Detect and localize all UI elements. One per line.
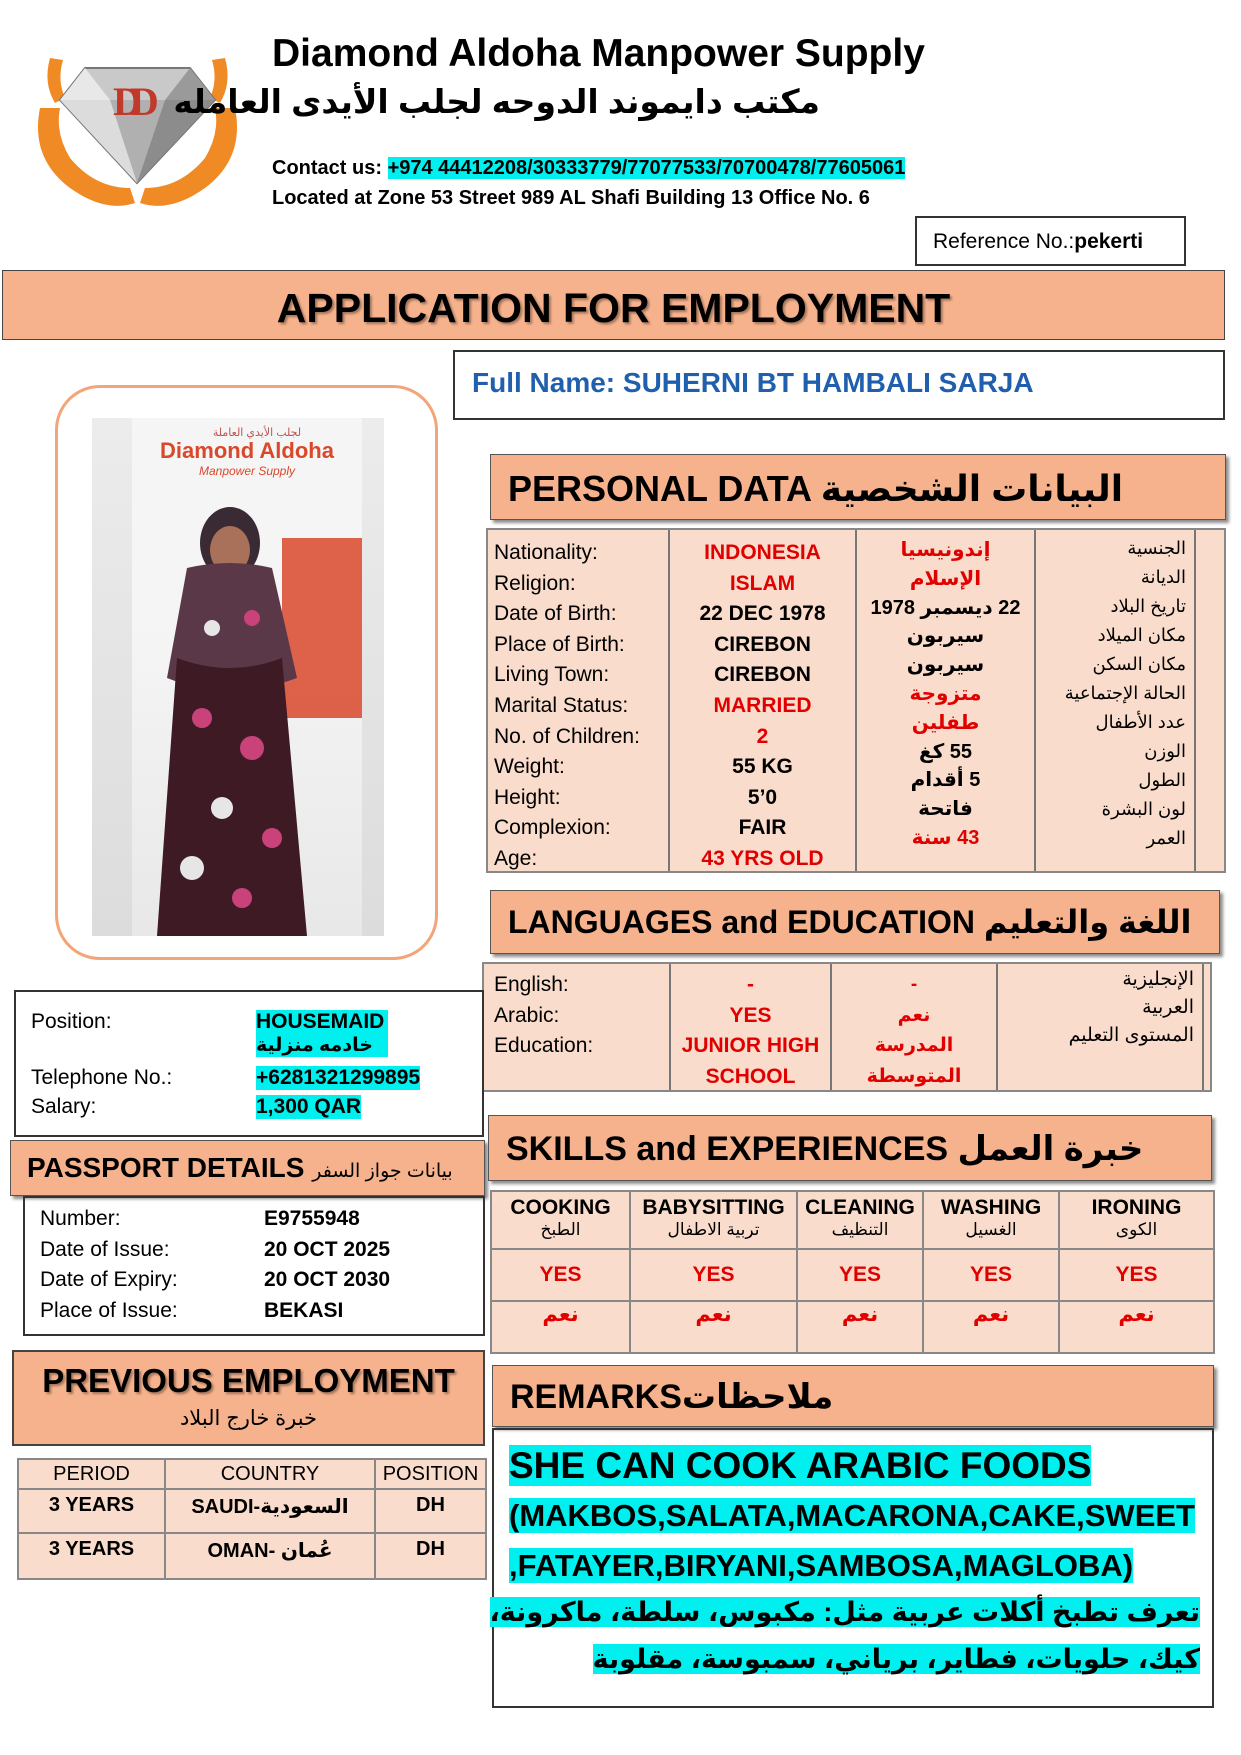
contact-numbers: +974 44412208/30333779/77077533/70700478/77605061 <box>387 157 906 179</box>
value-dob: 22 DEC 1978 <box>699 602 826 626</box>
table-row <box>18 1533 486 1579</box>
label-ar-english: الإنجليزية <box>1122 969 1194 990</box>
applicant-photo <box>92 418 384 936</box>
value-ar-english: - <box>910 974 918 995</box>
previous-table <box>17 1458 487 1580</box>
languages-labels-ar <box>998 966 1194 1050</box>
previous-country-1: SAUDI-السعودية <box>165 1489 375 1533</box>
value-nationality: INDONESIA <box>704 541 821 564</box>
passport-box <box>23 1196 485 1336</box>
reference-box <box>915 216 1186 266</box>
skill-cleaning-header <box>797 1191 923 1249</box>
label-marital: Marital Status: <box>494 693 629 717</box>
position-label: Position: <box>31 1010 112 1033</box>
label-children: No. of Children: <box>494 724 640 748</box>
reference-value: pekerti <box>1074 230 1144 253</box>
label-height: Height: <box>494 785 561 809</box>
label-nationality: Nationality: <box>494 541 598 564</box>
previous-position-1: DH <box>375 1489 486 1533</box>
remarks-header <box>492 1365 1214 1427</box>
skill-cooking-value: YES <box>491 1249 630 1301</box>
label-pob: Place of Birth: <box>494 632 625 656</box>
skills-value-row <box>491 1249 1214 1301</box>
remarks-line-5 <box>593 1644 1200 1675</box>
value-ar-religion: الإسلام <box>909 567 982 590</box>
company-logo <box>25 38 250 216</box>
languages-values <box>671 970 830 1092</box>
reference-label: Reference No.: <box>933 230 1075 253</box>
skill-ironing-header <box>1059 1191 1214 1249</box>
personal-header <box>490 454 1226 520</box>
passport-labels <box>40 1204 178 1326</box>
value-ar-marital: متزوجة <box>909 682 982 705</box>
value-ar-complexion: فاتحة <box>918 798 973 821</box>
personal-header-ar: البيانات الشخصية <box>820 468 1124 509</box>
value-passport-expiry: 20 OCT 2030 <box>264 1268 391 1291</box>
skills-header <box>488 1115 1212 1181</box>
remarks-box <box>489 1428 1214 1708</box>
label-dob: Date of Birth: <box>494 602 617 626</box>
value-weight: 55 KG <box>732 755 793 779</box>
label-ar-weight: الوزن <box>1144 741 1186 761</box>
contact-line <box>272 157 905 180</box>
position-box <box>14 990 484 1137</box>
personal-values-ar <box>857 536 1034 853</box>
languages-labels <box>494 970 593 1062</box>
label-ar-arabic: العربية <box>1142 997 1194 1018</box>
previous-period-1: 3 YEARS <box>18 1489 165 1533</box>
skill-ironing-label-ar: الكوى <box>1115 1220 1158 1239</box>
telephone-value: +6281321299895 <box>256 1066 421 1089</box>
telephone-label: Telephone No.: <box>31 1066 173 1089</box>
previous-position-2: DH <box>375 1533 486 1579</box>
skill-washing-label-ar: الغسيل <box>965 1220 1017 1239</box>
value-complexion: FAIR <box>738 816 787 840</box>
passport-values <box>264 1204 390 1326</box>
company-name-ar: مكتب دايموند الدوحه لجلب الأيدى العامله <box>173 83 820 120</box>
page-title: APPLICATION FOR EMPLOYMENT <box>276 285 951 331</box>
previous-country-2: OMAN- عُمان <box>165 1533 375 1579</box>
skill-babysitting-label-ar: تربية الاطفال <box>667 1220 760 1239</box>
skill-ironing-label: IRONING <box>1091 1196 1182 1219</box>
photo-banner-ar: لجلب الأيدي العاملة <box>212 427 302 439</box>
skill-babysitting-value: YES <box>630 1249 797 1301</box>
value-ar-dob: 22 ديسمبر 1978 <box>870 596 1021 619</box>
label-ar-height: الطول <box>1138 770 1186 790</box>
skills-table <box>490 1190 1215 1354</box>
label-ar-religion: الديانة <box>1140 567 1186 587</box>
salary-label: Salary: <box>31 1095 97 1118</box>
previous-header-ar: خبرة خارج البلاد <box>179 1407 318 1430</box>
value-ar-arabic: نعم <box>897 1004 931 1026</box>
value-height: 5’0 <box>747 785 778 809</box>
company-address: Located at Zone 53 Street 989 AL Shafi Building 13 Office No. 6 <box>272 187 870 209</box>
skill-cleaning-label-ar: التنظيف <box>831 1220 889 1239</box>
value-living-town: CIREBON <box>714 663 811 687</box>
personal-labels-ar <box>1036 534 1186 853</box>
skill-cooking-label-ar: الطبخ <box>540 1220 581 1239</box>
value-education-1: JUNIOR HIGH <box>681 1034 820 1057</box>
label-english: English: <box>494 973 569 996</box>
full-name-box <box>453 350 1225 420</box>
table-row <box>18 1489 486 1533</box>
languages-table <box>482 962 1212 1092</box>
skill-ironing-value: YES <box>1059 1249 1214 1301</box>
skill-cooking-label: COOKING <box>510 1196 611 1219</box>
position-value-ar: خادمه منزلية <box>256 1034 388 1057</box>
value-ar-education-2: المتوسطة <box>866 1065 962 1087</box>
label-education: Education: <box>494 1034 594 1057</box>
label-weight: Weight: <box>494 755 565 779</box>
value-education-2: SCHOOL <box>705 1064 796 1088</box>
photo-frame <box>55 385 438 960</box>
contact-label: Contact us: <box>272 157 388 179</box>
languages-header-ar: اللغة والتعليم <box>983 904 1192 940</box>
value-ar-height: 5 أقدام <box>910 769 981 792</box>
passport-header-ar: بيانات جواز السفر <box>312 1161 453 1182</box>
label-ar-living-town: مكان السكن <box>1092 654 1186 674</box>
remarks-text-4: تعرف تطبخ أكلات عربية مثل: مكبوس، سلطة، ماكرونة، <box>489 1597 1200 1627</box>
label-ar-nationality: الجنسية <box>1127 538 1186 558</box>
company-name-en: Diamond Aldoha Manpower Supply <box>272 32 925 75</box>
passport-header-en: PASSPORT DETAILS <box>27 1152 313 1183</box>
skill-washing-value-ar: نعم <box>923 1301 1059 1353</box>
skill-babysitting-label: BABYSITTING <box>642 1196 785 1219</box>
label-passport-number: Number: <box>40 1207 121 1230</box>
previous-period-2: 3 YEARS <box>18 1533 165 1579</box>
logo-letters: DD <box>113 79 147 124</box>
value-ar-pob: سيربون <box>906 625 985 648</box>
skill-washing-header <box>923 1191 1059 1249</box>
previous-col-period: PERIOD <box>18 1459 165 1489</box>
skill-cooking-value-ar: نعم <box>491 1301 630 1353</box>
previous-header-en: PREVIOUS EMPLOYMENT <box>42 1362 455 1399</box>
languages-values-ar <box>832 970 996 1092</box>
value-passport-issue: 20 OCT 2025 <box>264 1237 391 1261</box>
personal-labels <box>494 538 640 875</box>
value-ar-nationality: إندونيسيا <box>900 539 991 561</box>
value-english: - <box>747 973 754 996</box>
photo-banner-sub: Manpower Supply <box>198 464 296 478</box>
remarks-text-1: SHE CAN COOK ARABIC FOODS <box>509 1445 1092 1486</box>
photo-banner-title: Diamond Aldoha <box>160 438 334 463</box>
remarks-text-3: ,FATAYER,BIRYANI,SAMBOSA,MAGLOBA) <box>509 1548 1134 1583</box>
skill-cooking-header <box>491 1191 630 1249</box>
value-ar-children: طفلين <box>911 711 980 734</box>
label-ar-complexion: لون البشرة <box>1101 799 1186 819</box>
value-passport-place: BEKASI <box>264 1298 344 1322</box>
label-passport-expiry: Date of Expiry: <box>40 1268 178 1291</box>
full-name: Full Name: SUHERNI BT HAMBALI SARJA <box>472 367 1034 398</box>
personal-table <box>486 528 1226 873</box>
skills-header-en: SKILLS and EXPERIENCES <box>506 1130 958 1168</box>
skill-washing-label: WASHING <box>940 1196 1042 1219</box>
label-ar-dob: تاريخ البلاد <box>1110 596 1186 616</box>
value-passport-number: E9755948 <box>264 1207 360 1230</box>
value-age: 43 YRS OLD <box>701 846 824 870</box>
value-marital: MARRIED <box>713 693 812 717</box>
remarks-line-2 <box>509 1498 1195 1534</box>
skills-header-ar: خبرة العمل <box>957 1130 1144 1168</box>
personal-header-en: PERSONAL DATA <box>508 468 821 509</box>
previous-col-country: COUNTRY <box>165 1459 375 1489</box>
skill-cleaning-label: CLEANING <box>805 1196 915 1219</box>
label-arabic: Arabic: <box>494 1003 560 1027</box>
label-age: Age: <box>494 846 538 870</box>
remarks-text-5: كيك، حلويات، فطاير، برياني، سمبوسة، مقلوبة <box>592 1644 1200 1674</box>
remarks-header-en: REMARKS <box>510 1378 682 1416</box>
label-ar-children: عدد الأطفال <box>1095 712 1186 732</box>
personal-values <box>670 538 855 875</box>
skill-washing-value: YES <box>923 1249 1059 1301</box>
label-complexion: Complexion: <box>494 816 611 840</box>
previous-header-row <box>18 1459 486 1489</box>
value-ar-age: 43 سنة <box>911 826 980 849</box>
value-ar-weight: 55 كغ <box>918 740 973 763</box>
label-passport-issue: Date of Issue: <box>40 1237 170 1261</box>
value-children: 2 <box>756 724 769 748</box>
languages-header-en: LANGUAGES and EDUCATION <box>508 904 984 940</box>
label-ar-education: المستوى التعليم <box>1068 1025 1194 1046</box>
skill-babysitting-value-ar: نعم <box>630 1301 797 1353</box>
label-ar-marital: الحالة الإجتماعية <box>1064 683 1186 703</box>
skill-ironing-value-ar: نعم <box>1059 1301 1214 1353</box>
remarks-header-ar: ملاحظات <box>681 1378 834 1416</box>
label-religion: Religion: <box>494 571 576 595</box>
skill-cleaning-value: YES <box>797 1249 923 1301</box>
skill-babysitting-header <box>630 1191 797 1249</box>
person-figure <box>132 488 332 936</box>
value-religion: ISLAM <box>729 571 796 595</box>
remarks-line-1 <box>509 1445 1091 1487</box>
skills-header-row <box>491 1191 1214 1249</box>
remarks-line-4 <box>490 1597 1200 1628</box>
value-arabic: YES <box>729 1003 772 1027</box>
label-passport-place: Place of Issue: <box>40 1298 178 1322</box>
title-bar <box>2 270 1225 340</box>
label-living-town: Living Town: <box>494 663 610 687</box>
remarks-line-3 <box>509 1548 1133 1584</box>
passport-header <box>10 1140 485 1196</box>
languages-header <box>490 890 1220 954</box>
salary-value: 1,300 QAR <box>256 1095 362 1118</box>
skill-cleaning-value-ar: نعم <box>797 1301 923 1353</box>
value-ar-education-1: المدرسة <box>874 1035 954 1056</box>
value-ar-living-town: سيربون <box>906 654 985 677</box>
value-pob: CIREBON <box>714 632 811 656</box>
skills-value-ar-row <box>491 1301 1214 1353</box>
previous-col-position: POSITION <box>375 1459 486 1489</box>
label-ar-pob: مكان الميلاد <box>1097 625 1186 645</box>
previous-header <box>12 1350 485 1446</box>
label-ar-age: العمر <box>1146 828 1186 848</box>
remarks-text-2: (MAKBOS,SALATA,MACARONA,CAKE,SWEET <box>509 1498 1195 1533</box>
position-value: HOUSEMAID <box>256 1010 388 1034</box>
